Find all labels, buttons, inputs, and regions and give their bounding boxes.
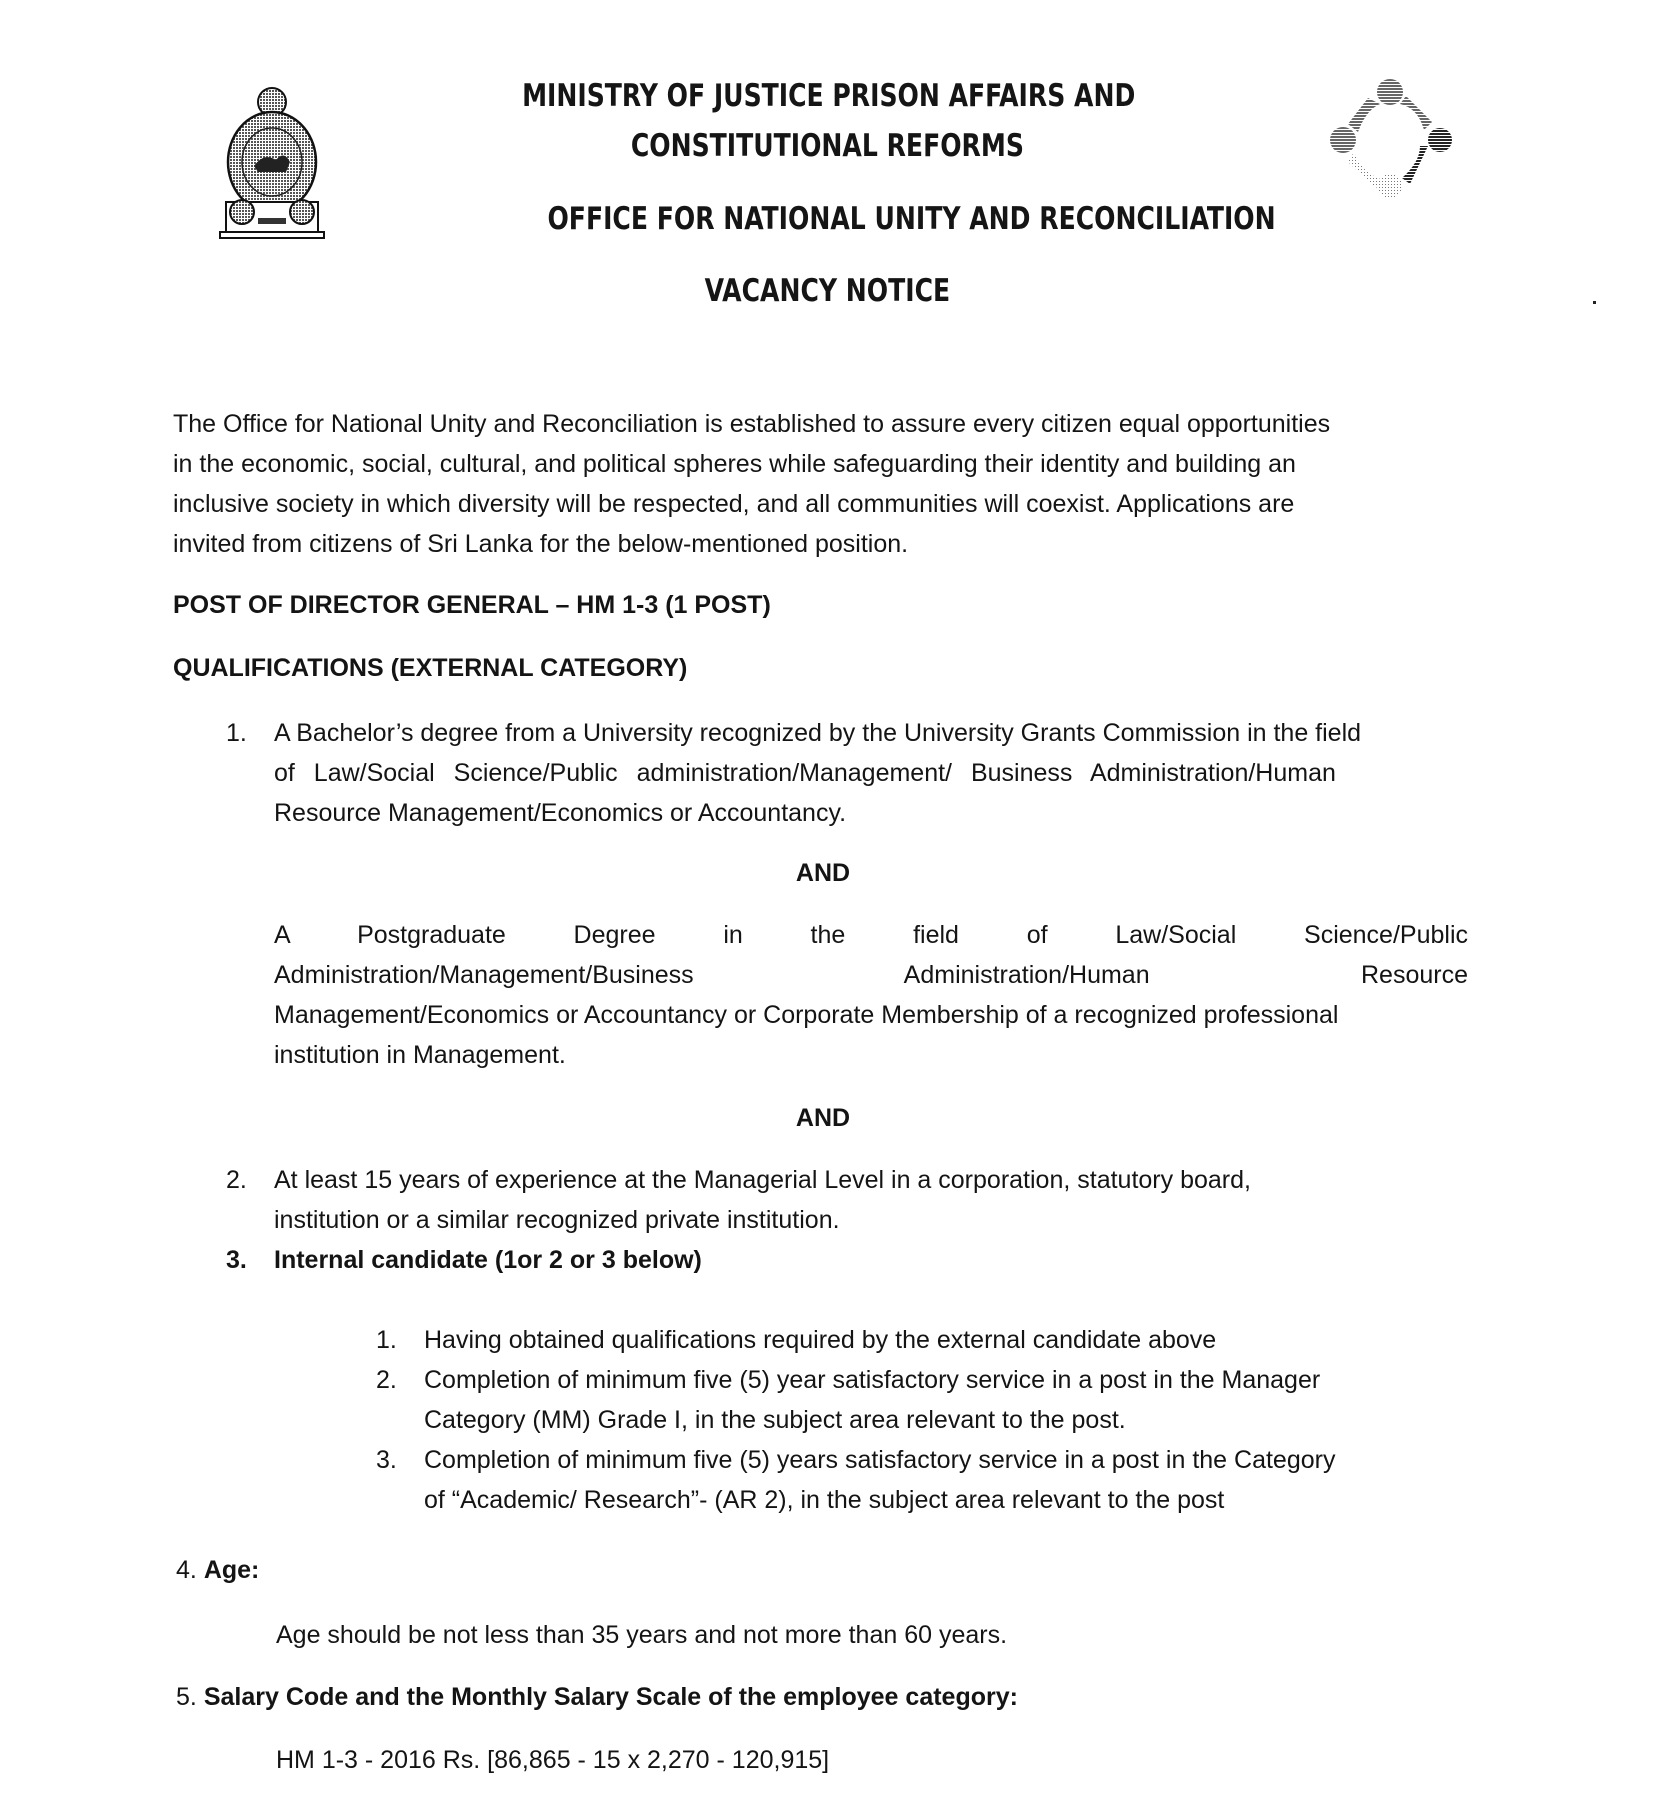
post-heading: POST OF DIRECTOR GENERAL – HM 1-3 (1 POST) — [173, 591, 771, 619]
item-line: Completion of minimum five (5) years satisfactory service in a post in the Category — [424, 1446, 1336, 1474]
item-line: Administration/Management/Business Administration/Human Resource — [274, 961, 1468, 989]
postgraduate-requirement — [274, 915, 1468, 1075]
intro-paragraph — [173, 404, 1468, 564]
item-line: Completion of minimum five (5) year satisfactory service in a post in the Manager — [424, 1366, 1321, 1394]
item-line: Resource Management/Economics or Accountancy. — [274, 799, 847, 827]
item-line: At least 15 years of experience at the Managerial Level in a corporation, statutory board, — [274, 1166, 1251, 1194]
section-number: 5. — [176, 1683, 197, 1711]
salary-heading — [176, 1677, 1018, 1717]
item-line: A Bachelor’s degree from a University recognized by the University Grants Commission in the field — [274, 719, 1362, 747]
intro-line: inclusive society in which diversity will be respected, and all communities will coexist. Applications are — [173, 490, 1295, 518]
item-line: of Law/Social Science/Public administration/Management/ Business Administration/Human — [274, 759, 1336, 787]
ministry-title-line2: CONSTITUTIONAL REFORMS — [630, 128, 1024, 164]
list-number: 3. — [376, 1446, 397, 1474]
age-heading — [176, 1550, 259, 1590]
list-number: 3. — [226, 1246, 247, 1274]
page-title: VACANCY NOTICE — [704, 273, 950, 309]
qualifications-heading: QUALIFICATIONS (EXTERNAL CATEGORY) — [173, 654, 688, 682]
internal-subitems — [376, 1320, 1468, 1520]
age-label: Age: — [203, 1556, 260, 1584]
intro-line: invited from citizens of Sri Lanka for the below-mentioned position. — [173, 530, 909, 558]
item-line: of “Academic/ Research”- (AR 2), in the subject area relevant to the post — [424, 1486, 1225, 1514]
list-number: 2. — [226, 1166, 247, 1194]
section-number: 4. — [176, 1556, 197, 1584]
item-line: A Postgraduate Degree in the field of Law/Social Science/Public — [274, 921, 1468, 949]
list-number: 1. — [376, 1326, 397, 1354]
list-number: 2. — [376, 1366, 397, 1394]
qualification-item-3 — [226, 1240, 1468, 1280]
age-requirement: Age should be not less than 35 years and not more than 60 years. — [276, 1621, 1008, 1649]
item-line: Having obtained qualifications required by the external candidate above — [424, 1326, 1217, 1354]
item-line: institution in Management. — [274, 1041, 566, 1069]
item-line: institution or a similar recognized private institution. — [274, 1206, 840, 1234]
item-line: Management/Economics or Accountancy or Corporate Membership of a recognized professional — [274, 1001, 1339, 1029]
intro-line: The Office for National Unity and Reconciliation is established to assure every citizen equal opportunities — [173, 410, 1331, 438]
ministry-title-line1: MINISTRY OF JUSTICE PRISON AFFAIRS AND — [522, 78, 1136, 114]
list-number: 1. — [226, 719, 247, 747]
sub-item-2 — [376, 1360, 1468, 1440]
and-connector: AND — [795, 1104, 851, 1132]
qualification-item-2 — [226, 1160, 1468, 1240]
salary-label: Salary Code and the Monthly Salary Scale of the employee category: — [203, 1683, 1018, 1711]
office-title: OFFICE FOR NATIONAL UNITY AND RECONCILIATION — [547, 201, 1277, 237]
internal-candidate-label: Internal candidate (1or 2 or 3 below) — [274, 1246, 702, 1274]
sub-item-1 — [376, 1320, 1468, 1360]
qualification-item-1 — [226, 713, 1468, 833]
salary-scale: HM 1-3 - 2016 Rs. [86,865 - 15 x 2,270 - 120,915] — [276, 1746, 830, 1774]
item-line: Category (MM) Grade I, in the subject area relevant to the post. — [424, 1406, 1126, 1434]
intro-line: in the economic, social, cultural, and political spheres while safeguarding their identity and building an — [173, 450, 1296, 478]
and-connector: AND — [795, 859, 851, 887]
sub-item-3 — [376, 1440, 1468, 1520]
